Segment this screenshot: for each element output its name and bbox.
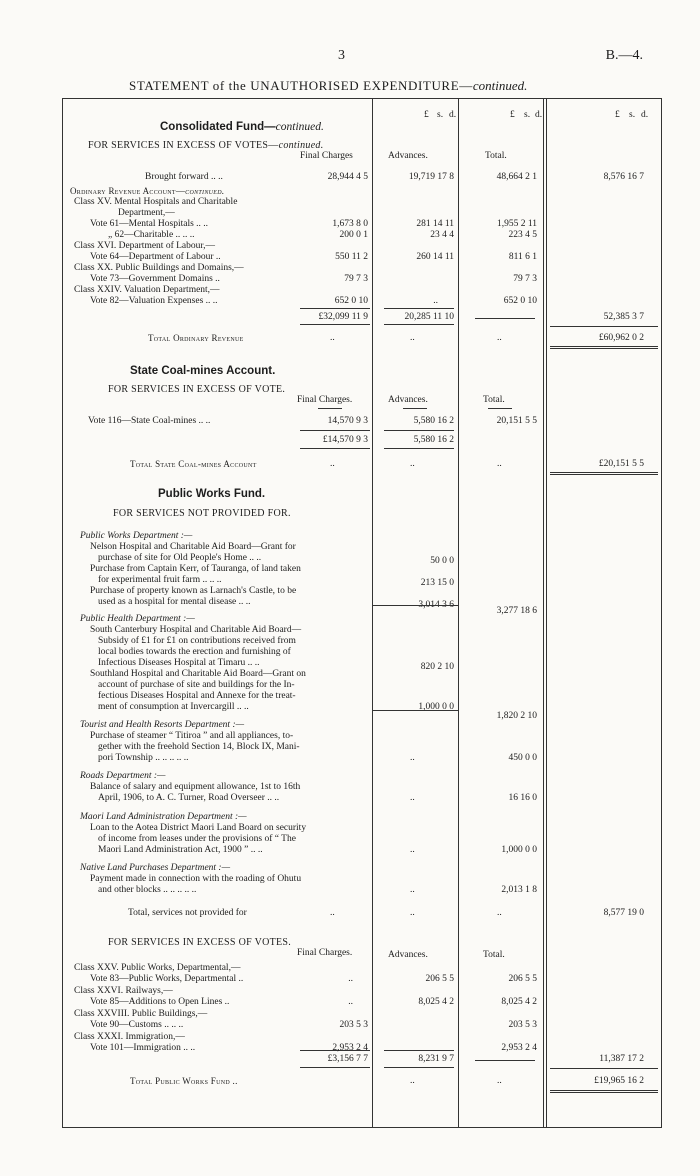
total: 223 4 5 <box>508 230 537 240</box>
item-text: and other blocks .. .. .. .. .. <box>98 885 197 895</box>
final-charge: 203 5 3 <box>339 1020 368 1030</box>
item-text: pori Township .. .. .. .. .. <box>98 753 189 763</box>
final-charge: 200 0 1 <box>339 230 368 240</box>
total: 811 6 1 <box>508 252 537 262</box>
excess-row-label: Class XXVI. Railways,— <box>74 986 173 996</box>
consolidated-heading: Consolidated Fund—continued. <box>160 121 324 133</box>
consolidated-summary-subtotal: 52,385 3 7 <box>603 312 644 322</box>
coal-subheading: FOR SERVICES IN EXCESS OF VOTE. <box>108 384 286 395</box>
item-text: fectious Diseases Hospital and Annexe for the treat- <box>98 691 296 701</box>
advance: 206 5 5 <box>425 974 454 984</box>
total-public-works: £19,965 16 2 <box>594 1076 644 1086</box>
not-provided-label: Total, services not provided for <box>128 908 247 918</box>
item-text: account of purchase of site and buildings for the In- <box>98 680 295 690</box>
final-charge: 79 7 3 <box>344 274 368 284</box>
total: 1,820 2 10 <box>496 711 537 721</box>
coal-heading: State Coal-mines Account. <box>130 365 276 377</box>
pwf-excess-heading: FOR SERVICES IN EXCESS OF VOTES. <box>108 937 292 948</box>
advance: 1,000 0 0 <box>418 702 454 712</box>
consolidated-row-label: „ 62—Charitable .. .. .. <box>108 230 195 240</box>
total: 206 5 5 <box>508 974 537 984</box>
total-public-works-label: Total Public Works Fund .. <box>130 1076 238 1086</box>
item-text: for experimental fruit farm .. .. .. <box>98 575 222 585</box>
consolidated-row-label: Department,— <box>118 208 175 218</box>
final-charge: 1,673 8 0 <box>332 219 368 229</box>
item-text: ment of consumption at Invercargill .. .. <box>98 702 249 712</box>
total-ordinary-revenue: £60,962 0 2 <box>598 333 644 343</box>
consolidated-row-label: Ordinary Revenue Account—continued. <box>70 186 225 196</box>
total: 652 0 10 <box>503 296 537 306</box>
consolidated-row-label: Vote 73—Government Domains .. <box>90 274 220 284</box>
advance: 260 14 11 <box>416 252 454 262</box>
item-text: gether with the freehold Section 14, Block IX, Mani- <box>98 742 300 752</box>
page-number: 3 <box>338 48 345 63</box>
advance: .. <box>410 845 415 855</box>
pwf-heading: Public Works Fund. <box>158 488 266 500</box>
consolidated-row-label: Class XV. Mental Hospitals and Charitable <box>74 197 238 207</box>
consolidated-row-label: Vote 61—Mental Hospitals .. .. <box>90 219 209 229</box>
advance: .. <box>410 793 415 803</box>
total: 79 7 3 <box>513 274 537 284</box>
advance: 8,025 4 2 <box>418 997 454 1007</box>
excess-row-label: Class XXXI. Immigration,— <box>74 1032 185 1042</box>
item-text: Southland Hospital and Charitable Aid Board—Grant on <box>90 669 306 679</box>
item-text: Infectious Diseases Hospital at Timaru .. .. <box>98 658 260 668</box>
excess-row-label: Vote 90—Customs .. .. .. <box>90 1020 184 1030</box>
final-charge: .. <box>348 974 353 984</box>
item-text: used as a hospital for mental disease .. .. <box>98 597 251 607</box>
item-text: South Canterbury Hospital and Charitable Aid Board— <box>90 625 302 635</box>
advance: 50 0 0 <box>430 556 454 566</box>
total: 1,000 0 0 <box>501 845 537 855</box>
total-ordinary-revenue-label: Total Ordinary Revenue <box>148 333 244 343</box>
total: 2,953 2 4 <box>501 1043 537 1053</box>
item-text: Subsidy of £1 for £1 on contributions received from <box>98 636 296 646</box>
advance: 281 14 11 <box>416 219 454 229</box>
final-charge: 550 11 2 <box>335 252 368 262</box>
item-text: Payment made in connection with the roading of Ohutu <box>90 874 302 884</box>
advance: 23 4 4 <box>430 230 454 240</box>
department-heading: Public Health Department :— <box>80 614 195 624</box>
item-text: April, 1906, to A. C. Turner, Road Overseer .. .. <box>98 793 280 803</box>
pwf-subheading: FOR SERVICES NOT PROVIDED FOR. <box>113 508 291 519</box>
item-text: Balance of salary and equipment allowance, 1st to 16th <box>90 782 301 792</box>
advance: .. <box>433 296 438 306</box>
final-charge: 652 0 10 <box>334 296 368 306</box>
advance: 19,719 17 8 <box>408 172 454 182</box>
department-heading: Roads Department :— <box>80 771 166 781</box>
consolidated-adv-subtotal: 20,285 11 10 <box>404 312 454 322</box>
excess-row-label: Vote 83—Public Works, Departmental .. <box>90 974 244 984</box>
item-text: Purchase of property known as Larnach's Castle, to be <box>90 586 297 596</box>
excess-row-label: Vote 101—Immigration .. .. <box>90 1043 196 1053</box>
consolidated-row-label: Vote 82—Valuation Expenses .. .. <box>90 296 218 306</box>
department-heading: Public Works Department :— <box>80 531 193 541</box>
not-provided-total: 8,577 19 0 <box>603 908 644 918</box>
final-charge: 28,944 4 5 <box>327 172 368 182</box>
statement-title: STATEMENT of the UNAUTHORISED EXPENDITURE—continued. <box>129 78 528 93</box>
total: 8,025 4 2 <box>501 997 537 1007</box>
summary: 8,576 16 7 <box>603 172 644 182</box>
excess-row-label: Class XXVIII. Public Buildings,— <box>74 1009 208 1019</box>
advance: 213 15 0 <box>420 578 454 588</box>
total-coal-mines: £20,151 5 5 <box>598 459 644 469</box>
item-text: of income from leases under the provisions of “ The <box>98 834 296 844</box>
consolidated-row-label: Class XX. Public Buildings and Domains,— <box>74 263 244 273</box>
final-charge: .. <box>348 997 353 1007</box>
advance: 820 2 10 <box>420 662 454 672</box>
final-charge: 2,953 2 4 <box>332 1043 368 1053</box>
item-text: Loan to the Aotea District Maori Land Board on security <box>90 823 307 833</box>
consolidated-row-label: Vote 64—Department of Labour .. <box>90 252 221 262</box>
consolidated-row-label: Class XVI. Department of Labour,— <box>74 241 216 251</box>
total: 450 0 0 <box>508 753 537 763</box>
item-text: Purchase from Captain Kerr, of Tauranga, of land taken <box>90 564 301 574</box>
total: 2,013 1 8 <box>501 885 537 895</box>
advance: 3,014 3 6 <box>418 600 454 610</box>
department-heading: Tourist and Health Resorts Department :— <box>80 720 245 730</box>
consolidated-final-subtotal: £32,099 11 9 <box>318 312 368 322</box>
item-text: Nelson Hospital and Charitable Aid Board—Grant for <box>90 542 296 552</box>
item-text: Purchase of steamer “ Titiroa ” and all appliances, to- <box>90 731 294 741</box>
item-text: Maori Land Administration Act, 1900 ” .. .. <box>98 845 263 855</box>
advance: .. <box>410 885 415 895</box>
department-heading: Maori Land Administration Department :— <box>80 812 247 822</box>
document-reference: B.—4. <box>605 48 643 63</box>
item-text: local bodies towards the erection and furnishing of <box>98 647 291 657</box>
excess-row-label: Vote 85—Additions to Open Lines .. <box>90 997 230 1007</box>
total-coal-mines-label: Total State Coal-mines Account <box>130 459 257 469</box>
total: 203 5 3 <box>508 1020 537 1030</box>
consolidated-subheading: FOR SERVICES IN EXCESS OF VOTES—continued. <box>88 140 324 151</box>
item-text: purchase of site for Old People's Home .. .. <box>98 553 262 563</box>
consolidated-row-label: Brought forward .. .. <box>145 172 223 182</box>
total: 1,955 2 11 <box>496 219 537 229</box>
total: 3,277 18 6 <box>496 606 537 616</box>
excess-row-label: Class XXV. Public Works, Departmental,— <box>74 963 241 973</box>
department-heading: Native Land Purchases Department :— <box>80 863 231 873</box>
total: 16 16 0 <box>508 793 537 803</box>
advance: .. <box>410 753 415 763</box>
consolidated-row-label: Class XXIV. Valuation Department,— <box>74 285 220 295</box>
total: 48,664 2 1 <box>496 172 537 182</box>
